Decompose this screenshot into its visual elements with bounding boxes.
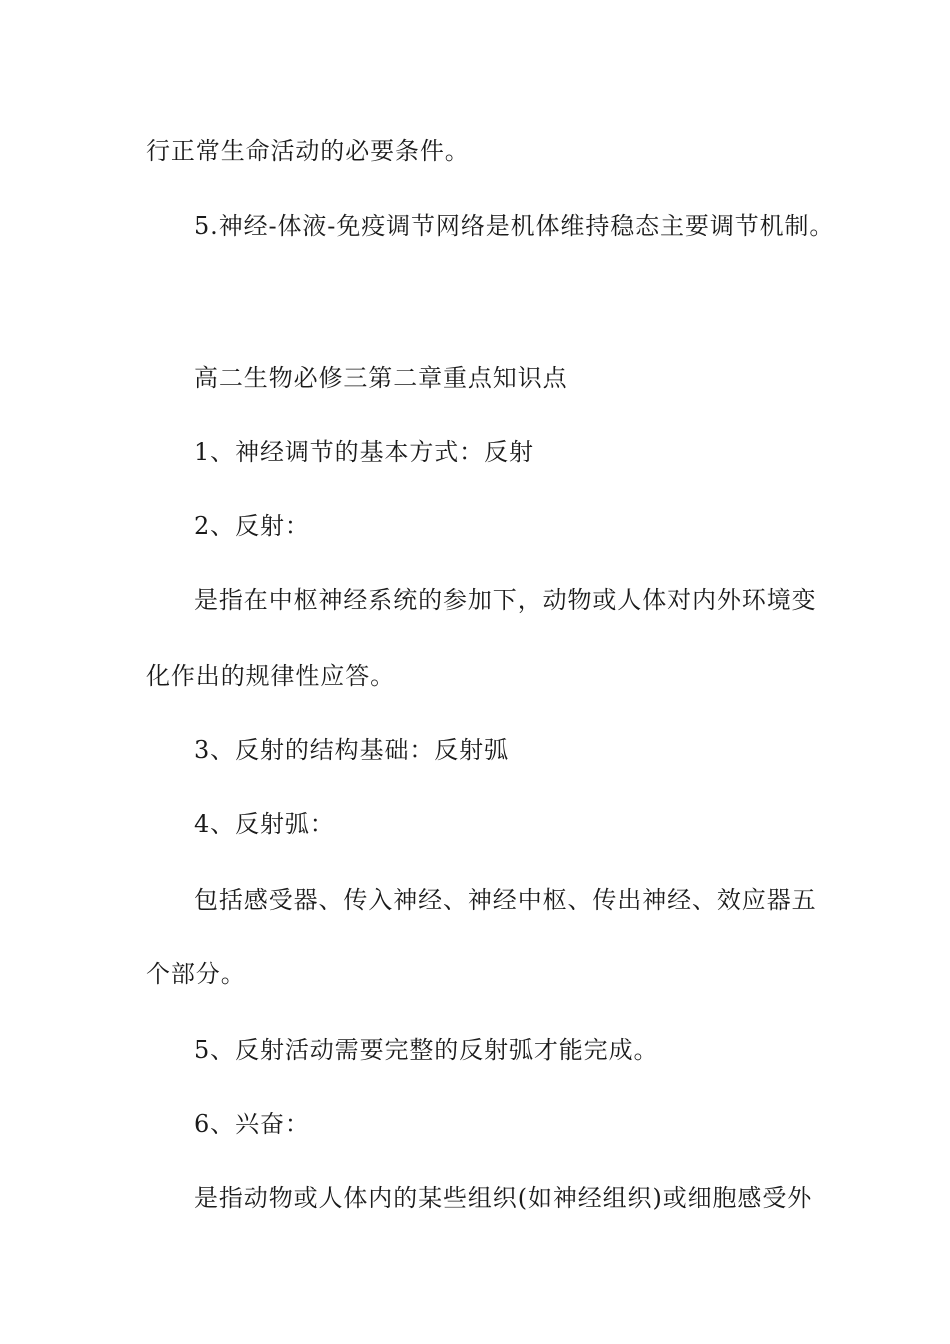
definition-text: 是指在中枢神经系统的参加下，动物或人体对内外环境变 — [194, 586, 817, 614]
definition-text-continuation: 化作出的规律性应答。 — [146, 662, 395, 690]
paragraph-continuation: 行正常生命活动的必要条件。 — [146, 137, 470, 165]
list-item-1: 1、神经调节的基本方式：反射 — [194, 438, 534, 466]
section-heading: 高二生物必修三第二章重点知识点 — [194, 364, 568, 392]
definition-text-continuation: 个部分。 — [146, 960, 246, 988]
definition-text: 包括感受器、传入神经、神经中枢、传出神经、效应器五 — [194, 886, 817, 914]
list-item-3: 3、反射的结构基础：反射弧 — [194, 736, 509, 764]
paragraph-item-5: 5.神经-体液-免疫调节网络是机体维持稳态主要调节机制。 — [194, 212, 835, 240]
definition-text: 是指动物或人体内的某些组织(如神经组织)或细胞感受外 — [194, 1184, 813, 1212]
list-item-5: 5、反射活动需要完整的反射弧才能完成。 — [194, 1036, 659, 1064]
list-item-2: 2、反射： — [194, 512, 310, 540]
list-item-6: 6、兴奋： — [194, 1110, 310, 1138]
list-item-4: 4、反射弧： — [194, 810, 335, 838]
